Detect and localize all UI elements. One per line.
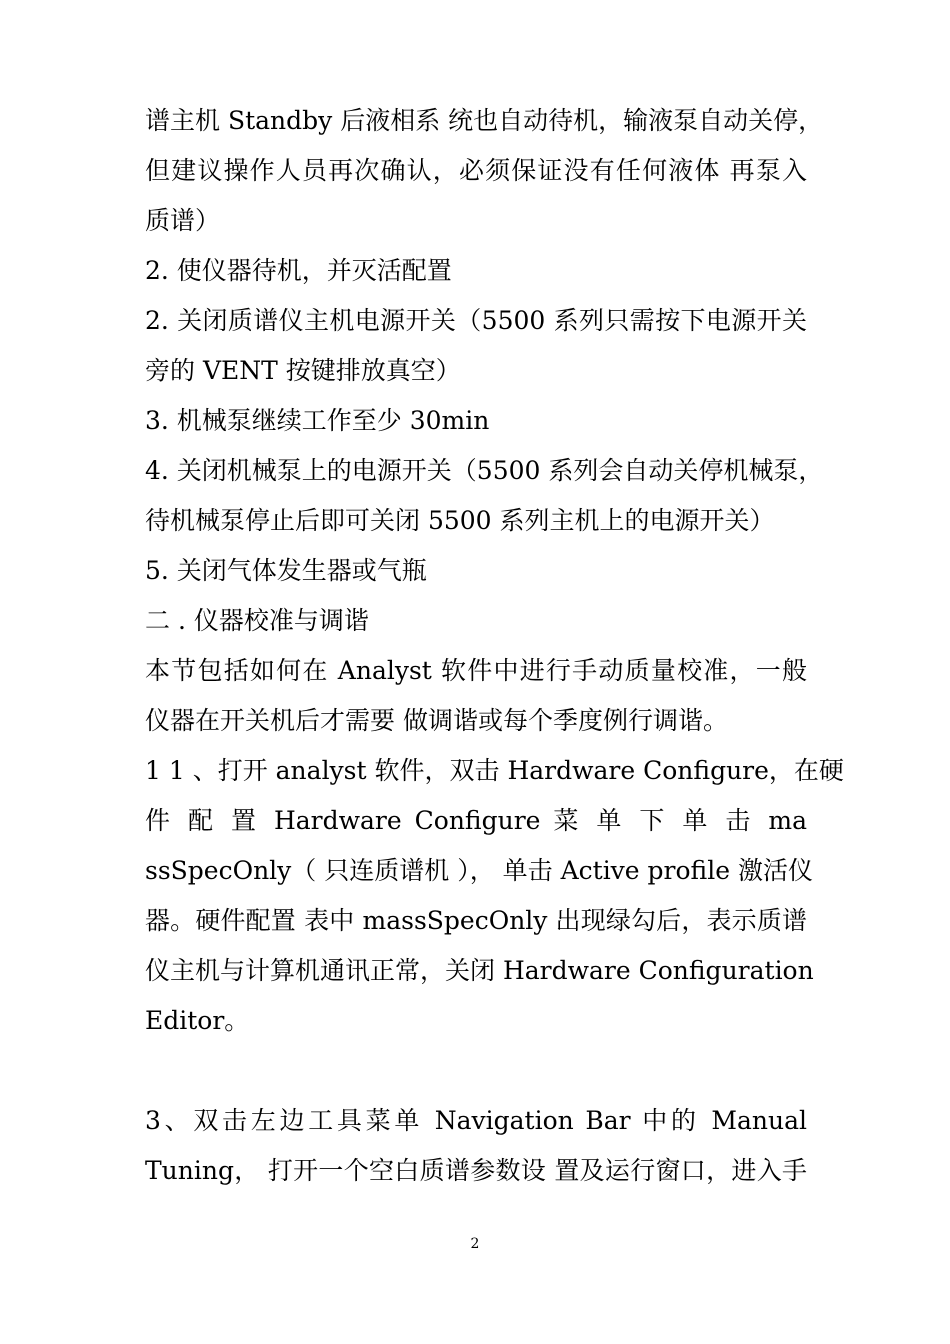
text-line: 待机械泵停止后即可关闭 5500 系列主机上的电源开关） — [145, 506, 775, 535]
paragraph-shutdown-note — [145, 96, 824, 246]
text-line: 3、双击左边工具菜单 Navigation Bar 中的 Manual — [145, 1106, 807, 1135]
step-mechanical-pump-run — [145, 396, 807, 446]
text-line: 本节包括如何在 Analyst 软件中进行手动质量校准，一般 — [145, 656, 807, 685]
step-hardware-configure — [145, 746, 844, 1046]
step-standby — [145, 246, 807, 296]
section-intro — [145, 646, 807, 746]
text-line: 仪器在开关机后才需要 做调谐或每个季度例行调谐。 — [145, 706, 728, 735]
text-line: 4. 关闭机械泵上的电源开关（5500 系列会自动关停机械泵， — [145, 456, 824, 485]
text-line: Tuning， 打开一个空白质谱参数设 置及运行窗口，进入手 — [145, 1156, 807, 1185]
text-line: 质谱） — [145, 206, 221, 235]
text-line: 2. 关闭质谱仪主机电源开关（5500 系列只需按下电源开关 — [145, 306, 807, 335]
text-line: 3. 机械泵继续工作至少 30min — [145, 406, 490, 435]
section-heading — [145, 596, 807, 646]
step-manual-tuning — [145, 1096, 807, 1196]
text-line: 仪主机与计算机通讯正常，关闭 Hardware Configuration — [145, 956, 814, 985]
text-line: 件 配 置 Hardware Configure 菜 单 下 单 击 ma — [145, 806, 807, 835]
blank-line — [145, 1046, 807, 1096]
text-line: 器。硬件配置 表中 massSpecOnly 出现绿勾后，表示质谱 — [145, 906, 807, 935]
text-line: 5. 关闭气体发生器或气瓶 — [145, 556, 427, 585]
text-line: ssSpecOnly（ 只连质谱机 ）， 单击 Active profile 激活仪 — [145, 856, 813, 885]
section-title: 二 . 仪器校准与调谐 — [145, 606, 369, 635]
text-line: 但建议操作人员再次确认，必须保证没有任何液体 再泵入 — [145, 156, 807, 185]
text-line: 谱主机 Standby 后液相系 统也自动待机，输液泵自动关停， — [145, 106, 824, 135]
page-number: 2 — [470, 1236, 480, 1252]
document-body — [145, 96, 844, 1196]
text-line: 2. 使仪器待机，并灭活配置 — [145, 256, 452, 285]
step-power-off-mass-spec — [145, 296, 807, 396]
step-gas-off — [145, 546, 807, 596]
text-line: 1 1 、打开 analyst 软件，双击 Hardware Configure，在硬 — [145, 756, 844, 785]
text-line: 旁的 VENT 按键排放真空） — [145, 356, 461, 385]
step-mechanical-pump-off — [145, 446, 824, 546]
text-line: Editor。 — [145, 1006, 250, 1035]
